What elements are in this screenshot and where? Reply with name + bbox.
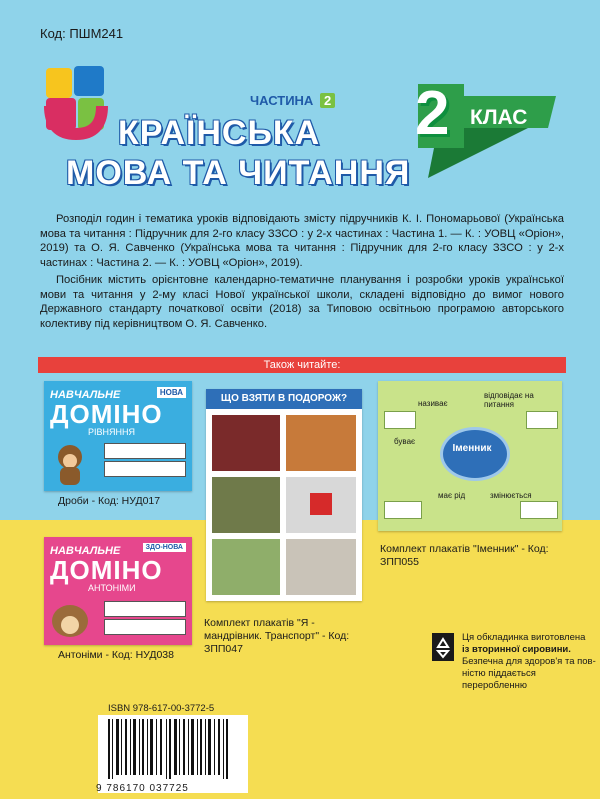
product-caption: Антоніми - Код: НУД038 <box>58 649 174 661</box>
product-domino-fractions[interactable] <box>44 381 192 491</box>
grade-label: КЛАС <box>470 106 528 129</box>
domino-tiles <box>104 461 186 477</box>
description-paragraph-1: Розподіл годин і тематика уроків відповідають змісту підручників К. І. Пономарьової (Українська мова та читання : Підручник для 2-го класу ЗЗСО : у 2-х частинах : Частина 1. — К. : УОВЦ «Оріон», 2019) та О. Я. Савченко (Українська мова та читання : Підручник для 2-го класу ЗЗСО : у 2-х частинах : Частина 2. — К. : УОВЦ «Оріон», 2019). <box>40 213 564 269</box>
product-travel-poster[interactable] <box>206 389 362 601</box>
barcode-box <box>98 715 248 793</box>
recycle-icon <box>432 633 454 661</box>
noun-label: називає <box>418 399 448 408</box>
puzzle-logo-icon <box>42 62 112 142</box>
center-label: Іменник <box>452 443 492 454</box>
photo-map <box>212 539 280 595</box>
monkey-icon <box>48 441 92 487</box>
barcode-icon <box>98 715 248 781</box>
hedgehog-icon <box>48 595 92 641</box>
photo-passport <box>212 415 280 471</box>
part-number-badge: 2 <box>320 93 335 108</box>
product-head: НАВЧАЛЬНЕ <box>50 545 121 557</box>
domino-tiles <box>104 601 186 617</box>
center-bubble <box>440 427 510 481</box>
noun-label: буває <box>394 437 416 446</box>
product-head: НАВЧАЛЬНЕ <box>50 389 121 401</box>
photo-campfire <box>286 415 356 471</box>
eco-line: із вторинної сировини. <box>462 644 571 655</box>
product-badge: ЗДО-НОВА <box>143 543 186 552</box>
product-caption: Комплект плакатів "Іменник" - Код: ЗПП055 <box>380 543 549 568</box>
blank-box <box>526 411 558 429</box>
product-noun-poster[interactable] <box>378 381 562 531</box>
product-code: Код: ПШМ241 <box>40 26 124 41</box>
description-paragraph-2: Посібник містить орієнтовне календарно-тематичне планування і розробки уроків української мови та читання у 2-му класі Нової української школи, складені відповідно до вимог нового Державного стандарту початкової освіти (2018) за Типовою освітньою програмою авторського колективу під керівництвом О. Я. Савченко. <box>40 274 564 330</box>
barcode-digits: 9 786170 037725 <box>96 783 189 794</box>
eco-line: Безпечна для здоров'я та пов- <box>462 656 596 667</box>
product-title: ДОМІНО <box>50 555 163 585</box>
poster-title: ЩО ВЗЯТИ В ПОДОРОЖ? <box>206 389 362 409</box>
grade-number: 2 <box>415 79 450 148</box>
title-line-1: КРАЇНСЬКА <box>118 114 321 152</box>
product-badge: НОВА <box>157 387 186 398</box>
isbn-text: ISBN 978-617-00-3772-5 <box>108 703 215 714</box>
eco-line: Ця обкладинка виготовлена <box>462 632 586 643</box>
noun-label: відповідає на питання <box>484 391 534 409</box>
part-label-text: ЧАСТИНА <box>250 93 314 108</box>
photo-toiletries <box>286 539 356 595</box>
description <box>40 212 564 334</box>
blank-box <box>384 411 416 429</box>
photo-firstaid <box>286 477 356 533</box>
eco-note <box>462 632 600 692</box>
product-domino-antonyms[interactable] <box>44 537 192 645</box>
blank-box <box>384 501 422 519</box>
product-caption: Комплект плакатів "Я - мандрівник. Транспорт" - Код: ЗПП047 <box>204 617 350 655</box>
product-caption: Дроби - Код: НУД017 <box>58 495 161 507</box>
also-read-banner: Також читайте: <box>38 357 566 373</box>
noun-label: має рід <box>438 491 466 500</box>
photo-soldiers <box>212 477 280 533</box>
eco-line: ністю піддається переробленню <box>462 668 536 691</box>
noun-label: змінюється <box>490 491 532 500</box>
product-subtitle: РІВНЯННЯ <box>88 427 136 437</box>
part-label <box>250 93 335 108</box>
blank-box <box>520 501 558 519</box>
domino-tiles <box>104 619 186 635</box>
product-title: ДОМІНО <box>50 399 163 429</box>
related-products-panel <box>38 373 566 661</box>
domino-tiles <box>104 443 186 459</box>
title-line-2: МОВА ТА ЧИТАННЯ <box>66 154 411 192</box>
product-subtitle: АНТОНІМИ <box>88 583 136 593</box>
